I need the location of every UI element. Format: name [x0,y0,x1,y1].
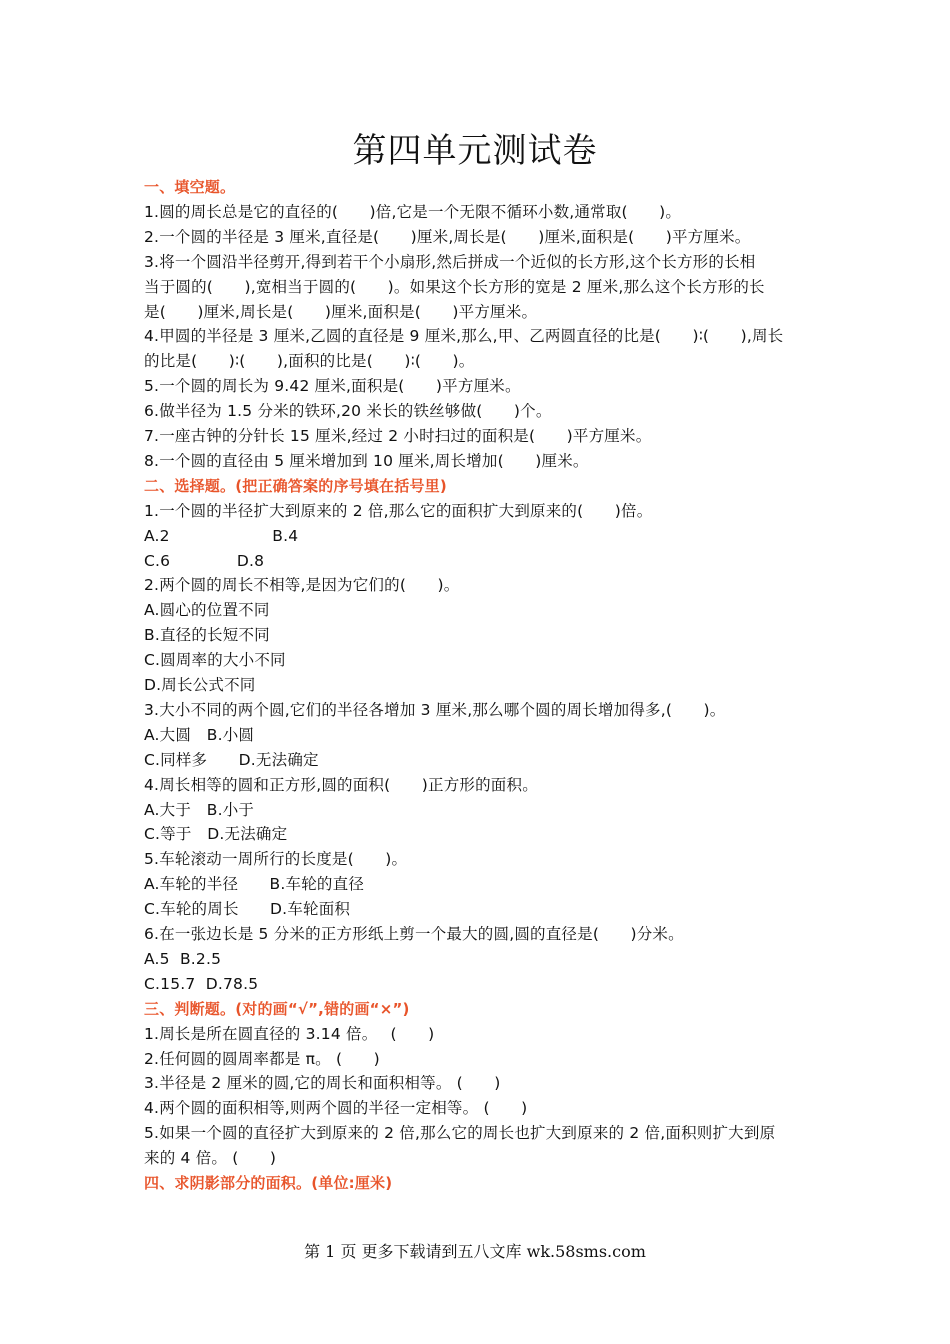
question-line: 当于圆的( ),宽相当于圆的( )。如果这个长方形的宽是 2 厘米,那么这个长方形的长 [144,277,765,296]
question-line: 6.在一张边长是 5 分米的正方形纸上剪一个最大的圆,圆的直径是( )分米。 [144,925,684,943]
question-line: 4.两个圆的面积相等,则两个圆的半径一定相等。 ( ) [144,1099,528,1118]
question-line: B.直径的长短不同 [144,626,270,645]
question-line: 2.两个圆的周长不相等,是因为它们的( )。 [144,576,460,595]
question-line: A.车轮的半径 B.车轮的直径 [144,875,365,894]
question-line: 3.将一个圆沿半径剪开,得到若干个小扇形,然后拼成一个近似的长方形,这个长方形的长相 [144,252,756,271]
question-line: A.圆心的位置不同 [144,601,270,620]
question-line: 8.一个圆的直径由 5 厘米增加到 10 厘米,周长增加( )厘米。 [144,451,589,470]
question-line: C.15.7 D.78.5 [144,974,259,993]
question-line: 2.任何圆的圆周率都是 π。 ( ) [144,1049,380,1068]
question-line: C.等于 D.无法确定 [144,825,288,844]
question-line: 5.如果一个圆的直径扩大到原来的 2 倍,那么它的周长也扩大到原来的 2 倍,面积则扩大到原 [144,1124,776,1143]
question-line: C.同样多 D.无法确定 [144,750,319,769]
page-title: 第四单元测试卷 [352,131,598,171]
question-line: 7.一座古钟的分针长 15 厘米,经过 2 小时扫过的面积是( )平方厘米。 [144,427,652,445]
question-line: 3.大小不同的两个圆,它们的半径各增加 3 厘米,那么哪个圆的周长增加得多,( )。 [144,700,726,719]
question-line: 5.一个圆的周长为 9.42 厘米,面积是( )平方厘米。 [144,377,521,396]
question-line: A.2 B.4 [144,526,299,545]
question-line: A.大圆 B.小圆 [144,725,255,744]
question-line: 4.周长相等的圆和正方形,圆的面积( )正方形的面积。 [144,775,538,794]
section-heading: 四、求阴影部分的面积。(单位:厘米) [144,1174,393,1192]
question-line: A.5 B.2.5 [144,949,222,968]
question-line: 是( )厘米,周长是( )厘米,面积是( )平方厘米。 [144,302,538,321]
question-line: D.周长公式不同 [144,676,256,694]
question-line: 的比是( )∶( ),面积的比是( )∶( )。 [144,352,475,371]
question-line: A.大于 B.小于 [144,800,255,819]
question-line: 2.一个圆的半径是 3 厘米,直径是( )厘米,周长是( )厘米,面积是( )平方厘米。 [144,227,751,246]
section-heading: 三、判断题。(对的画“√”,错的画“×”) [144,999,410,1018]
question-line: 1.圆的周长总是它的直径的( )倍,它是一个无限不循环小数,通常取( )。 [144,202,682,221]
section-heading: 一、填空题。 [144,178,236,196]
question-line: 4.甲圆的半径是 3 厘米,乙圆的直径是 9 厘米,那么,甲、乙两圆直径的比是( )∶( ),周长 [144,327,784,346]
section-heading: 二、选择题。(把正确答案的序号填在括号里) [144,476,447,495]
question-line: 1.一个圆的半径扩大到原来的 2 倍,那么它的面积扩大到原来的( )倍。 [144,501,653,520]
question-line: 6.做半径为 1.5 分米的铁环,20 米长的铁丝够做( )个。 [144,402,552,421]
question-line: 1.周长是所在圆直径的 3.14 倍。 ( ) [144,1024,435,1043]
question-line: 5.车轮滚动一周所行的长度是( )。 [144,850,408,869]
question-line: C.圆周率的大小不同 [144,651,286,670]
question-line: 来的 4 倍。 ( ) [144,1149,277,1168]
page-footer: 第 1 页 更多下载请到五八文库 wk.58sms.com [304,1242,646,1261]
question-line: 3.半径是 2 厘米的圆,它的周长和面积相等。 ( ) [144,1074,501,1093]
question-line: C.6 D.8 [144,551,265,570]
question-line: C.车轮的周长 D.车轮面积 [144,900,351,919]
